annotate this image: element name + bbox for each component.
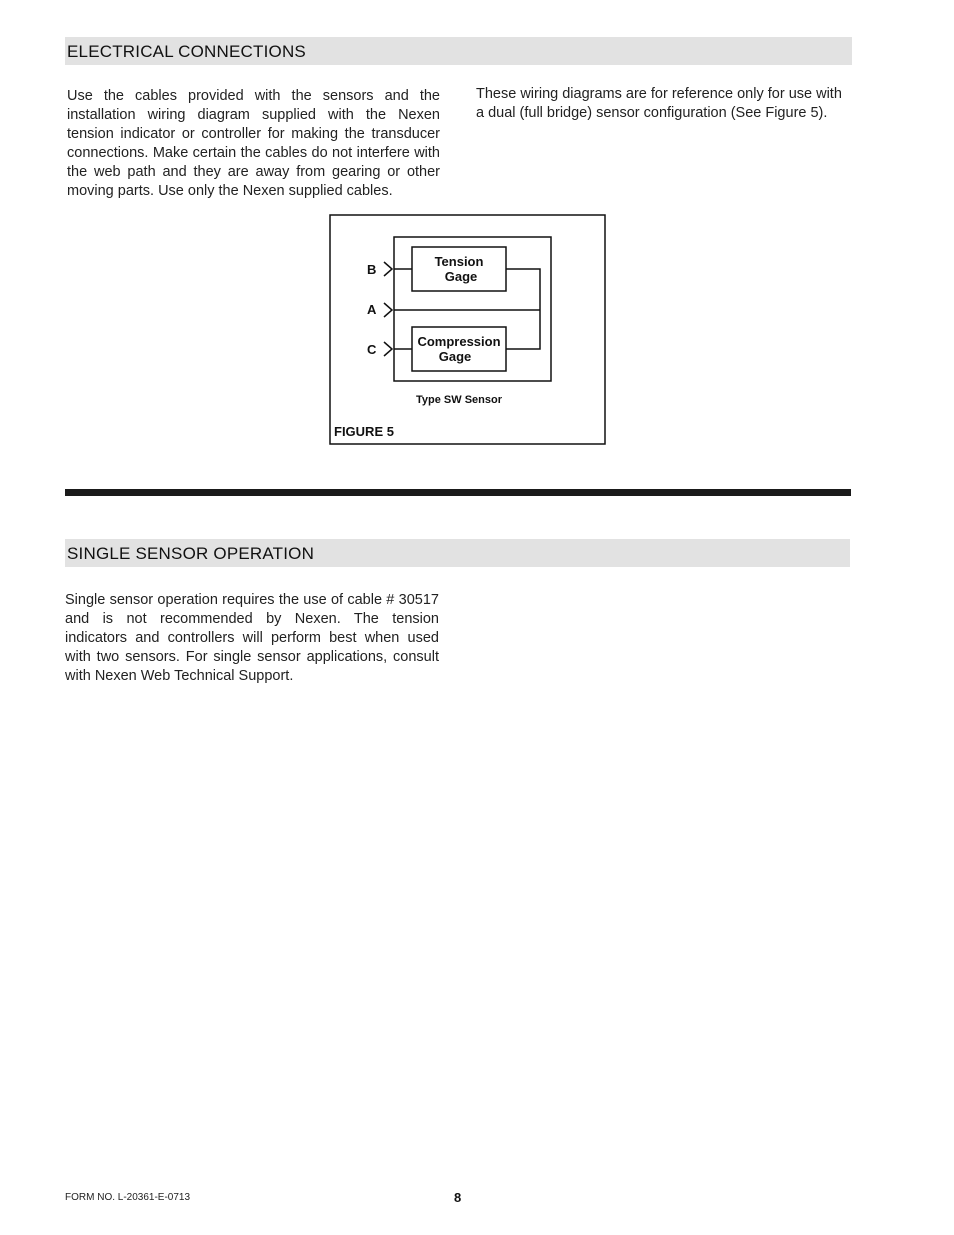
wiring-diagram-svg — [329, 214, 606, 445]
compression-gage-label-line1: Compression — [417, 334, 501, 349]
electrical-paragraph-right: These wiring diagrams are for reference only for use with a dual (full bridge) sensor configuration (See Figure 5). — [476, 86, 842, 121]
figure-5-wiring-diagram — [329, 214, 606, 445]
section-divider — [65, 489, 851, 496]
terminal-c-label: C — [367, 342, 377, 357]
form-number: FORM NO. L-20361-E-0713 — [65, 1192, 191, 1203]
electrical-paragraph-left: Use the cables provided with the sensors and the installation wiring diagram supplied with the Nexen tension indicator or controller for making the transducer connections. Make certain the cables do not interfere with the web path and they are away from gearing or other moving parts. Use only the Nexen supplied cables. — [67, 88, 440, 199]
tension-gage-label-line1: Tension — [434, 254, 484, 269]
electrical-connections-title: ELECTRICAL CONNECTIONS — [67, 42, 306, 61]
electrical-connections-header — [65, 37, 852, 65]
single-sensor-paragraph: Single sensor operation requires the use of cable # 30517 and is not recommended by Nexen. The tension indicators and controllers will perform best when used with two sensors. For single sensor applications, consult with Nexen Web Technical Support. — [65, 592, 439, 684]
terminal-b-label: B — [367, 262, 377, 277]
single-sensor-header — [65, 539, 850, 567]
page-number: 8 — [454, 1190, 462, 1205]
compression-gage-label-line2: Gage — [438, 349, 472, 364]
terminal-a-label: A — [367, 302, 377, 317]
single-sensor-title: SINGLE SENSOR OPERATION — [67, 544, 315, 563]
sensor-type-caption: Type SW Sensor — [416, 394, 502, 406]
figure-label: FIGURE 5 — [334, 424, 394, 439]
tension-gage-label-line2: Gage — [444, 269, 478, 284]
